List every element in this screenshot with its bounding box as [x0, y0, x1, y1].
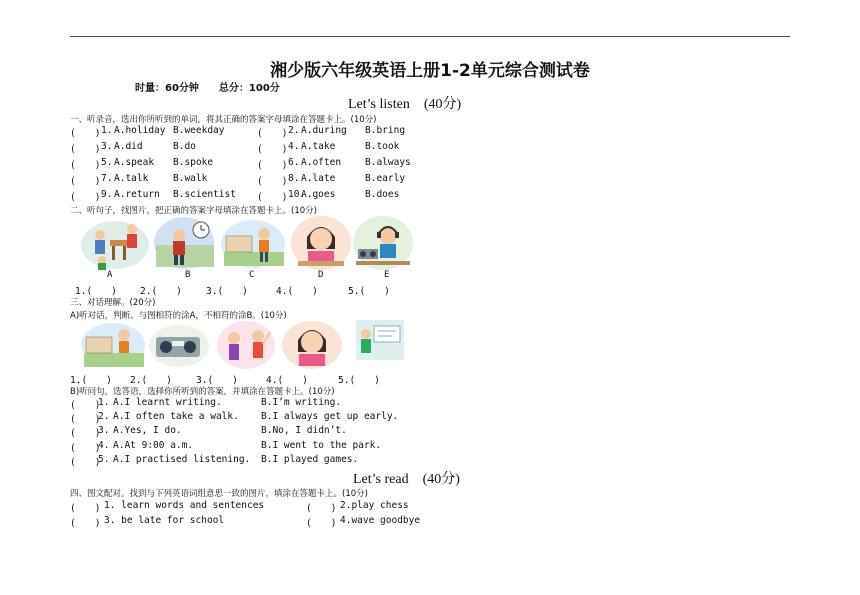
- answer-blank[interactable]: ( ): [70, 128, 101, 139]
- sec1-heading: 一、听录音，选出你所听到的单词，将其正确的答案字母填涂在答题卡上。(10分): [70, 115, 377, 125]
- sec2-heading: 二、听句子，找图片，把正确的答案字母填涂在答题卡上。(10分): [70, 206, 317, 216]
- question-number: 2.: [98, 411, 110, 423]
- answer-blank[interactable]: ( ): [70, 160, 101, 171]
- answer-blank[interactable]: ( ): [257, 144, 288, 155]
- exam-meta: 时量：60分钟 总分：100分: [135, 83, 280, 94]
- answer-blank[interactable]: ( ): [70, 456, 101, 468]
- answer-blank[interactable]: ( ): [70, 503, 101, 514]
- answer-blank[interactable]: ( ): [70, 192, 101, 203]
- answer-blank[interactable]: ( ): [70, 144, 101, 155]
- answer-blank[interactable]: ( ): [70, 442, 101, 454]
- question-number: 4.: [98, 439, 110, 451]
- page-title: 湘少版六年级英语上册1-2单元综合测试卷: [270, 61, 590, 81]
- option-b: B.early: [365, 173, 406, 184]
- question-number: 6.: [288, 157, 300, 168]
- sec3a-answer-1[interactable]: 1.( ): [70, 375, 112, 386]
- answer-blank[interactable]: ( ): [70, 518, 101, 529]
- option-a: A.goes: [301, 189, 336, 200]
- option-a: A.I learnt writing.: [113, 397, 222, 408]
- option-a: A.At 9:00 a.m.: [113, 439, 194, 451]
- option-b: B.took: [365, 141, 400, 152]
- picture-e-boy-with-headphones: [352, 215, 414, 271]
- answer-blank[interactable]: ( ): [306, 503, 337, 514]
- sec2-answer-4[interactable]: 4.( ): [276, 286, 318, 297]
- option-b: B.bring: [365, 125, 406, 136]
- question-number: 7.: [101, 173, 113, 184]
- picture-d-girl-at-desk: [290, 215, 352, 271]
- option-b: B.does: [365, 189, 400, 200]
- sec3a-answer-4[interactable]: 4.( ): [266, 375, 308, 386]
- option-a: A.late: [301, 173, 336, 184]
- question-number: 5.: [98, 453, 110, 465]
- sec2-answer-2[interactable]: 2.( ): [140, 286, 182, 297]
- sec2-answer-5[interactable]: 5.( ): [348, 286, 390, 297]
- sec4-heading: 四、图文配对。找到与下列英语词组意思一致的图片，填涂在答题卡上。(10分): [70, 489, 368, 499]
- question-number: 2.: [288, 125, 300, 136]
- answer-blank[interactable]: ( ): [70, 414, 101, 426]
- listen-section-header: Let’s listen (40分): [348, 97, 462, 112]
- top-rule: [70, 36, 790, 37]
- question-number: 1.: [98, 397, 110, 408]
- option-b: B.weekday: [173, 125, 225, 136]
- question-number: 3.: [98, 425, 110, 437]
- option-b: B.always: [365, 157, 411, 168]
- option-a: A.return: [114, 189, 160, 200]
- phrase: 1. learn words and sentences: [104, 500, 265, 511]
- sec2-answer-3[interactable]: 3.( ): [206, 286, 248, 297]
- option-a: A.speak: [114, 157, 155, 168]
- option-a: A.I often take a walk.: [113, 411, 239, 423]
- picture-label-c: C: [249, 270, 255, 280]
- sec3a-heading: A)听对话，判断。与图相符的涂A，不相符的涂B。(10分): [70, 311, 287, 321]
- answer-blank[interactable]: ( ): [257, 128, 288, 139]
- picture-label-b: B: [185, 270, 191, 280]
- question-number: 5.: [101, 157, 113, 168]
- sec3a-answer-5[interactable]: 5.( ): [338, 375, 380, 386]
- picture-3a-1-girl-walking: [80, 321, 146, 369]
- phrase: 2.play chess: [340, 500, 409, 511]
- picture-b-boy-with-clock: [153, 215, 215, 270]
- option-a: A.I practised listening.: [113, 453, 251, 465]
- option-b: B.scientist: [173, 189, 236, 200]
- picture-a-kids-playing-chess: [80, 215, 150, 270]
- option-b: B.spoke: [173, 157, 214, 168]
- option-a: A.during: [301, 125, 347, 136]
- answer-blank[interactable]: ( ): [70, 428, 101, 440]
- option-b: B.walk: [173, 173, 208, 184]
- sec3-heading: 三、对话理解。(20分): [70, 298, 156, 308]
- answer-blank[interactable]: ( ): [70, 400, 101, 411]
- picture-3a-2-radio: [148, 323, 210, 369]
- sec3b-heading: B)听问句，选答语，选择你所听到的答案，并填涂在答题卡上。(10分): [70, 387, 335, 397]
- answer-blank[interactable]: ( ): [70, 176, 101, 187]
- answer-blank[interactable]: ( ): [257, 192, 288, 203]
- sec2-answer-1[interactable]: 1.( ): [75, 286, 117, 297]
- option-a: A.take: [301, 141, 336, 152]
- picture-label-d: D: [318, 270, 324, 280]
- option-a: A.Yes, I do.: [113, 425, 182, 437]
- option-a: A.often: [301, 157, 342, 168]
- option-b: B.I’m writing.: [261, 397, 342, 408]
- question-number: 9.: [101, 189, 113, 200]
- sec3a-answer-3[interactable]: 3.( ): [196, 375, 238, 386]
- answer-blank[interactable]: ( ): [257, 176, 288, 187]
- picture-label-e: E: [384, 270, 390, 280]
- option-b: B.do: [173, 141, 196, 152]
- question-number: 8.: [288, 173, 300, 184]
- question-number: 3.: [101, 141, 113, 152]
- picture-c-girl-walking-to-school: [220, 218, 286, 270]
- option-b: B.I went to the park.: [261, 439, 382, 451]
- option-a: A.talk: [114, 173, 149, 184]
- picture-label-a: A: [107, 270, 113, 280]
- option-a: A.holiday: [114, 125, 166, 136]
- option-b: B.I played games.: [261, 453, 359, 465]
- answer-blank[interactable]: ( ): [257, 160, 288, 171]
- phrase: 4.wave goodbye: [340, 515, 421, 526]
- question-number: 4.: [288, 141, 300, 152]
- picture-3a-3-girls-waving: [216, 320, 276, 370]
- question-number: 1.: [101, 125, 113, 136]
- sec3a-answer-2[interactable]: 2.( ): [130, 375, 172, 386]
- phrase: 3. be late for school: [104, 515, 225, 526]
- answer-blank[interactable]: ( ): [306, 518, 337, 529]
- option-b: B.No, I didn’t.: [261, 425, 347, 437]
- option-a: A.did: [114, 141, 143, 152]
- picture-3a-4-girl-portrait: [281, 320, 343, 370]
- read-section-header: Let’s read (40分): [353, 472, 460, 487]
- question-number: 10.: [288, 189, 306, 200]
- picture-3a-5-classroom-board: [356, 320, 404, 360]
- option-b: B.I always get up early.: [261, 411, 399, 423]
